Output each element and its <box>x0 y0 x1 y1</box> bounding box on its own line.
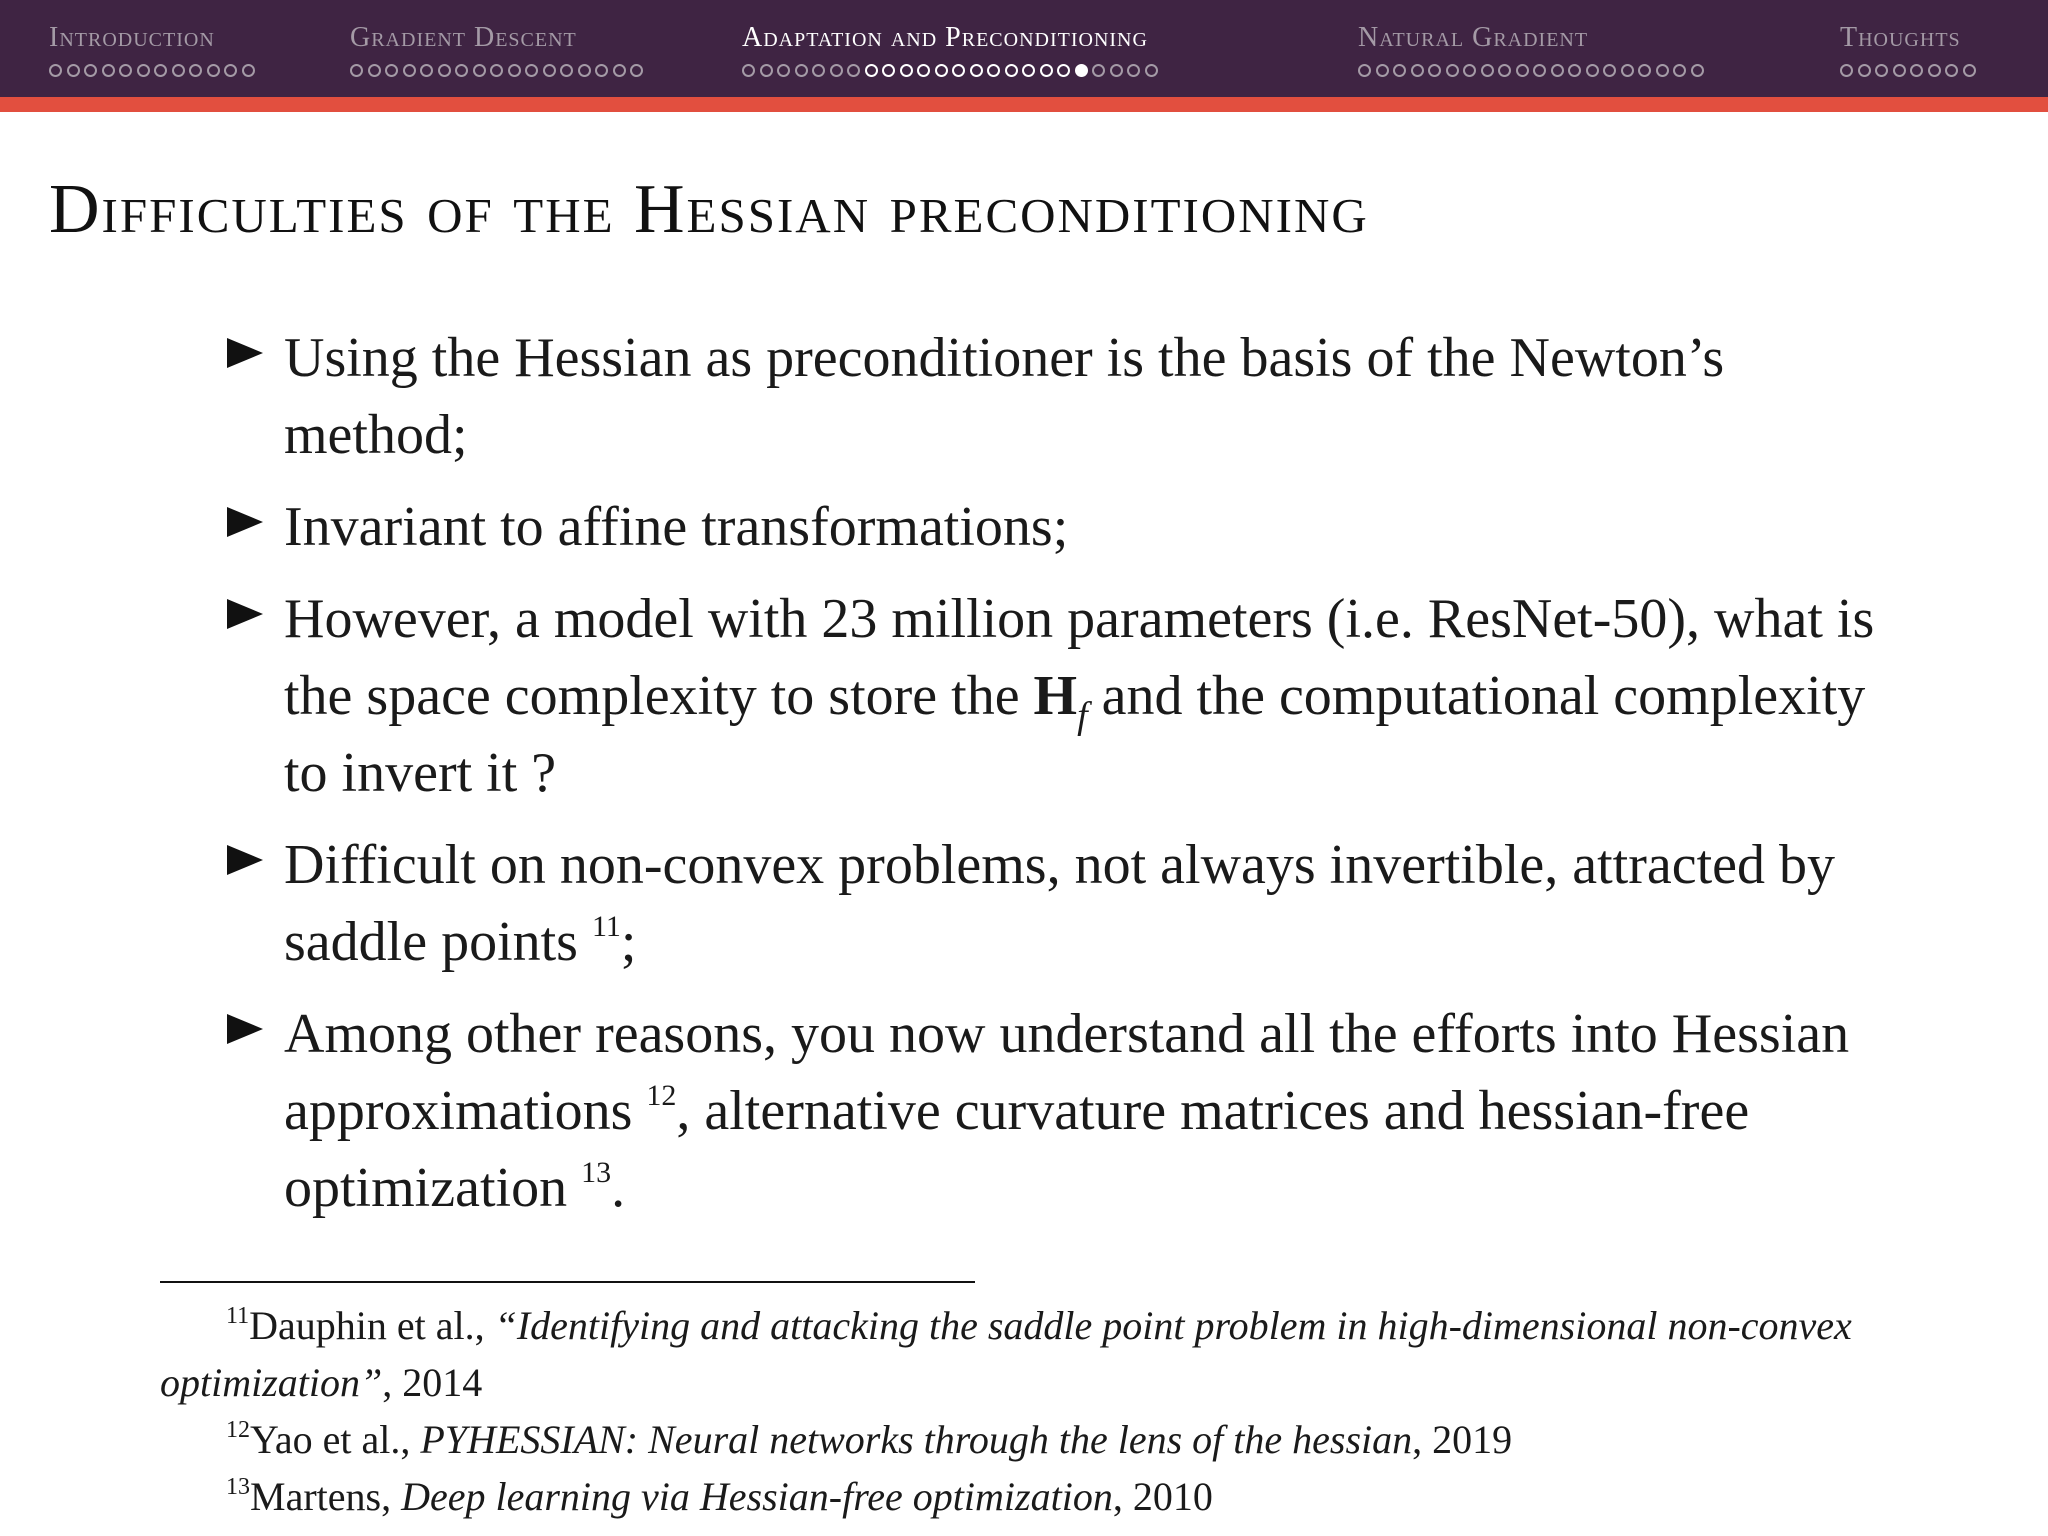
nav-dot[interactable] <box>420 64 433 77</box>
footnote-ref[interactable]: 11 <box>591 910 621 943</box>
nav-dot[interactable] <box>1110 64 1123 77</box>
nav-dot[interactable] <box>847 64 860 77</box>
nav-section-label[interactable]: Thoughts <box>1840 22 1961 53</box>
nav-dot[interactable] <box>438 64 451 77</box>
nav-dot[interactable] <box>67 64 80 77</box>
nav-dot-current[interactable] <box>1075 64 1088 77</box>
slide-title: Difficulties of the Hessian preconditioning <box>49 171 1369 248</box>
nav-dot[interactable] <box>1963 64 1976 77</box>
bullet-text: Among other reasons, you now understand all the efforts into Hessian approximations <box>284 1003 1850 1142</box>
nav-dot[interactable] <box>1928 64 1941 77</box>
bullet-text: Invariant to affine transformations; <box>284 496 1069 558</box>
accent-line <box>0 97 2048 112</box>
nav-dot[interactable] <box>1022 64 1035 77</box>
nav-dot[interactable] <box>935 64 948 77</box>
nav-dot[interactable] <box>613 64 626 77</box>
nav-dot[interactable] <box>1840 64 1853 77</box>
nav-dot[interactable] <box>242 64 255 77</box>
nav-dot[interactable] <box>1411 64 1424 77</box>
hessian-subscript: f <box>1077 695 1088 737</box>
nav-dot[interactable] <box>207 64 220 77</box>
nav-dot[interactable] <box>1005 64 1018 77</box>
nav-dot[interactable] <box>1586 64 1599 77</box>
nav-section-label[interactable]: Introduction <box>49 22 215 53</box>
nav-dot[interactable] <box>578 64 591 77</box>
footnote-title: Deep learning via Hessian-free optimization <box>401 1474 1113 1519</box>
bullet-list <box>227 320 1907 1242</box>
nav-dot[interactable] <box>543 64 556 77</box>
nav-dot[interactable] <box>368 64 381 77</box>
nav-dot[interactable] <box>49 64 62 77</box>
nav-dot[interactable] <box>1092 64 1105 77</box>
hessian-symbol: H <box>1033 665 1078 727</box>
nav-dot[interactable] <box>865 64 878 77</box>
bullet-item <box>227 996 1907 1227</box>
triangle-bullet-icon <box>227 599 263 629</box>
nav-dot[interactable] <box>742 64 755 77</box>
nav-dot[interactable] <box>1516 64 1529 77</box>
nav-dot[interactable] <box>1127 64 1140 77</box>
nav-dot[interactable] <box>560 64 573 77</box>
bullet-text: Using the Hessian as preconditioner is the basis of the Newton’s method; <box>284 327 1725 466</box>
nav-dot[interactable] <box>385 64 398 77</box>
nav-dot[interactable] <box>1040 64 1053 77</box>
bullet-text: . <box>611 1157 626 1219</box>
nav-dot[interactable] <box>830 64 843 77</box>
bullet-text: and the computational complexity to invert it ? <box>284 665 1866 804</box>
nav-dot[interactable] <box>189 64 202 77</box>
nav-dot[interactable] <box>1481 64 1494 77</box>
nav-dot[interactable] <box>1673 64 1686 77</box>
footnotes <box>160 1297 1900 1525</box>
nav-dot[interactable] <box>102 64 115 77</box>
nav-dot[interactable] <box>1945 64 1958 77</box>
nav-dot[interactable] <box>1358 64 1371 77</box>
bullet-item <box>227 581 1907 812</box>
nav-dot[interactable] <box>119 64 132 77</box>
footnote-ref[interactable]: 13 <box>581 1156 612 1189</box>
nav-dot[interactable] <box>403 64 416 77</box>
nav-dots <box>49 64 255 77</box>
nav-dot[interactable] <box>760 64 773 77</box>
footnote <box>160 1411 1900 1468</box>
footnote-authors: Dauphin et al., <box>249 1303 495 1348</box>
footnote-authors: Martens, <box>250 1474 402 1519</box>
nav-dot[interactable] <box>1498 64 1511 77</box>
nav-dot[interactable] <box>777 64 790 77</box>
bullet-text: However, a model with 23 million parameters (i.e. ResNet-50), what is the space complexity to store the <box>284 588 1875 727</box>
footnote-authors: Yao et al., <box>250 1417 421 1462</box>
nav-dot[interactable] <box>1533 64 1546 77</box>
nav-dot[interactable] <box>970 64 983 77</box>
nav-dots <box>1358 64 1704 77</box>
nav-dot[interactable] <box>1621 64 1634 77</box>
bullet-item <box>227 489 1907 566</box>
nav-dot[interactable] <box>84 64 97 77</box>
nav-dot[interactable] <box>1568 64 1581 77</box>
nav-dot[interactable] <box>812 64 825 77</box>
bullet-item <box>227 320 1907 474</box>
nav-dot[interactable] <box>882 64 895 77</box>
nav-dot[interactable] <box>917 64 930 77</box>
footnote-title: PYHESSIAN: Neural networks through the lens of the hessian <box>420 1417 1413 1462</box>
nav-dot[interactable] <box>595 64 608 77</box>
nav-dot[interactable] <box>1910 64 1923 77</box>
nav-dot[interactable] <box>508 64 521 77</box>
nav-dot[interactable] <box>1057 64 1070 77</box>
nav-dot[interactable] <box>1463 64 1476 77</box>
nav-dot[interactable] <box>350 64 363 77</box>
nav-dot[interactable] <box>1446 64 1459 77</box>
nav-dots <box>1840 64 1976 77</box>
nav-dot[interactable] <box>1893 64 1906 77</box>
nav-dot[interactable] <box>1638 64 1651 77</box>
nav-dot[interactable] <box>987 64 1000 77</box>
triangle-bullet-icon <box>227 845 263 875</box>
nav-dot[interactable] <box>525 64 538 77</box>
nav-section-label[interactable]: Gradient Descent <box>350 22 577 53</box>
nav-dot[interactable] <box>1428 64 1441 77</box>
nav-dot[interactable] <box>1875 64 1888 77</box>
footnote-mark: 13 <box>226 1474 250 1500</box>
nav-section-label[interactable]: Adaptation and Preconditioning <box>742 22 1148 53</box>
nav-dot[interactable] <box>137 64 150 77</box>
bullet-text: Difficult on non-convex problems, not always invertible, attracted by saddle points <box>284 834 1835 973</box>
nav-dot[interactable] <box>1858 64 1871 77</box>
triangle-bullet-icon <box>227 1014 263 1044</box>
nav-dot[interactable] <box>1656 64 1669 77</box>
nav-section-label[interactable]: Natural Gradient <box>1358 22 1589 53</box>
footnote-ref[interactable]: 12 <box>646 1079 677 1112</box>
footnote-mark: 12 <box>226 1417 250 1443</box>
nav-dots <box>350 64 643 77</box>
footnote-title: “Identifying and attacking the saddle point problem in high-dimensional non-convex optimization” <box>160 1303 1852 1405</box>
navigation-bar <box>0 0 2048 97</box>
nav-dot[interactable] <box>1691 64 1704 77</box>
footnote-mark: 11 <box>226 1303 250 1329</box>
nav-dot[interactable] <box>1551 64 1564 77</box>
nav-dot[interactable] <box>154 64 167 77</box>
nav-dot[interactable] <box>490 64 503 77</box>
nav-dot[interactable] <box>172 64 185 77</box>
nav-dot[interactable] <box>1603 64 1616 77</box>
footnote-year: , 2014 <box>382 1360 483 1405</box>
nav-dot[interactable] <box>1393 64 1406 77</box>
nav-dot[interactable] <box>473 64 486 77</box>
footnote <box>160 1468 1900 1525</box>
bullet-text: ; <box>620 911 637 973</box>
nav-dots <box>742 64 1158 77</box>
footnote-year: , 2010 <box>1112 1474 1213 1519</box>
nav-dot[interactable] <box>224 64 237 77</box>
nav-dot[interactable] <box>795 64 808 77</box>
footnote-divider <box>160 1281 975 1283</box>
nav-dot[interactable] <box>455 64 468 77</box>
triangle-bullet-icon <box>227 338 263 368</box>
footnote-year: , 2019 <box>1412 1417 1513 1462</box>
triangle-bullet-icon <box>227 507 263 537</box>
nav-dot[interactable] <box>630 64 643 77</box>
nav-dot[interactable] <box>1145 64 1158 77</box>
nav-dot[interactable] <box>952 64 965 77</box>
bullet-text: , alternative curvature matrices and hessian-free optimization <box>284 1080 1750 1219</box>
bullet-item <box>227 827 1907 981</box>
nav-dot[interactable] <box>1376 64 1389 77</box>
nav-dot[interactable] <box>900 64 913 77</box>
footnote <box>160 1297 1900 1411</box>
